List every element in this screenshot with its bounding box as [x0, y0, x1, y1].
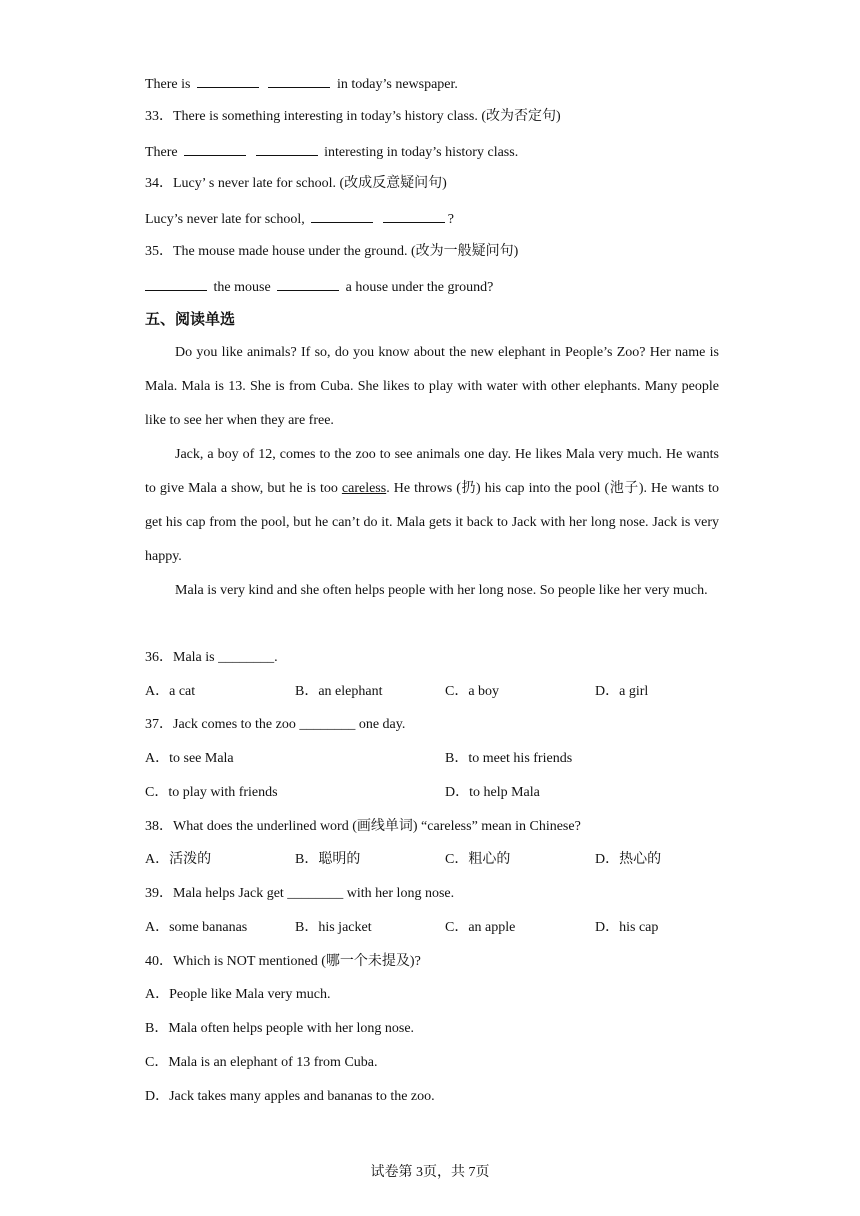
q34-answer-line	[145, 208, 454, 230]
answer-blank[interactable]	[184, 141, 246, 156]
q32-answer-pre: There is	[145, 77, 191, 92]
passage-paragraph-2	[145, 438, 719, 574]
section-heading: 五、阅读单选	[145, 310, 236, 328]
q35-prompt: 35．The mouse made house under the ground. (改为一般疑问句)	[145, 244, 519, 259]
answer-blank[interactable]	[268, 73, 330, 88]
q32-answer-line	[145, 73, 458, 95]
answer-blank[interactable]	[145, 276, 207, 291]
passage-p2-before: Jack, a boy of 12, comes to the zoo to see animals one day. He likes Mala very much. He wants to give Mala a show, but he is too	[145, 447, 719, 496]
option-b[interactable]: B．Mala often helps people with her long nose.	[145, 1021, 415, 1036]
option-b[interactable]: B．聪明的	[295, 852, 361, 867]
q40-stem: 40．Which is NOT mentioned (哪一个未提及)?	[145, 954, 421, 969]
q34-prompt: 34．Lucy’ s never late for school. (改成反意疑问句)	[145, 176, 447, 191]
q33-answer-pre: There	[145, 145, 178, 160]
option-b[interactable]: B．an elephant	[295, 684, 383, 699]
option-c[interactable]: C．粗心的	[445, 852, 511, 867]
option-d[interactable]: D．to help Mala	[445, 785, 540, 800]
answer-blank[interactable]	[383, 208, 445, 223]
option-a[interactable]: A．to see Mala	[145, 751, 234, 766]
option-c[interactable]: C．a boy	[445, 684, 500, 699]
option-a[interactable]: A．some bananas	[145, 920, 248, 935]
q34-answer-pre: Lucy’s never late for school,	[145, 212, 305, 227]
q35-answer-line	[145, 276, 493, 298]
reading-passage	[145, 336, 719, 608]
page-footer: 试卷第 3页，共 7页	[370, 1165, 490, 1180]
answer-blank[interactable]	[256, 141, 318, 156]
q39-stem: 39．Mala helps Jack get ________ with her long nose.	[145, 886, 455, 901]
option-d[interactable]: D．a girl	[595, 684, 649, 699]
option-b[interactable]: B．his jacket	[295, 920, 372, 935]
option-d[interactable]: D．Jack takes many apples and bananas to the zoo.	[145, 1089, 435, 1104]
q36-stem: 36．Mala is ________.	[145, 650, 278, 665]
option-c[interactable]: C．Mala is an elephant of 13 from Cuba.	[145, 1055, 378, 1070]
q37-stem: 37．Jack comes to the zoo ________ one day.	[145, 717, 406, 732]
option-c[interactable]: C．an apple	[445, 920, 516, 935]
passage-paragraph-3: Mala is very kind and she often helps people with her long nose. So people like her very much.	[175, 583, 708, 598]
option-a[interactable]: A．a cat	[145, 684, 196, 699]
q33-prompt: 33．There is something interesting in today’s history class. (改为否定句)	[145, 109, 561, 124]
q35-answer-mid: the mouse	[213, 280, 271, 295]
answer-blank[interactable]	[277, 276, 339, 291]
q35-answer-post: a house under the ground?	[345, 280, 494, 295]
option-c[interactable]: C．to play with friends	[145, 785, 278, 800]
q32-answer-post: in today’s newspaper.	[336, 77, 458, 92]
q33-answer-post: interesting in today’s history class.	[324, 145, 519, 160]
option-d[interactable]: D．his cap	[595, 920, 659, 935]
passage-p2-after: . He throws (扔) his cap into the pool (池子). He wants to get his cap from the pool, but he can’t do it. Mala gets it back to Jack with her long nose. Jack is very happy.	[145, 481, 720, 564]
passage-paragraph-1: Do you like animals? If so, do you know about the new elephant in People’s Zoo? Her name is Mala. Mala is 13. She is from Cuba. She likes to play with water with other elephants. Many people like to see her when they are free.	[145, 345, 719, 428]
q33-answer-line	[145, 141, 518, 163]
option-d[interactable]: D．热心的	[595, 852, 662, 867]
option-b[interactable]: B．to meet his friends	[445, 751, 573, 766]
q38-stem: 38．What does the underlined word (画线单词) “careless” mean in Chinese?	[145, 819, 581, 834]
underlined-word: careless	[341, 481, 387, 496]
option-a[interactable]: A．活泼的	[145, 852, 212, 867]
answer-blank[interactable]	[197, 73, 259, 88]
answer-blank[interactable]	[311, 208, 373, 223]
option-a[interactable]: A．People like Mala very much.	[145, 987, 331, 1002]
q34-answer-post: ?	[447, 212, 454, 227]
